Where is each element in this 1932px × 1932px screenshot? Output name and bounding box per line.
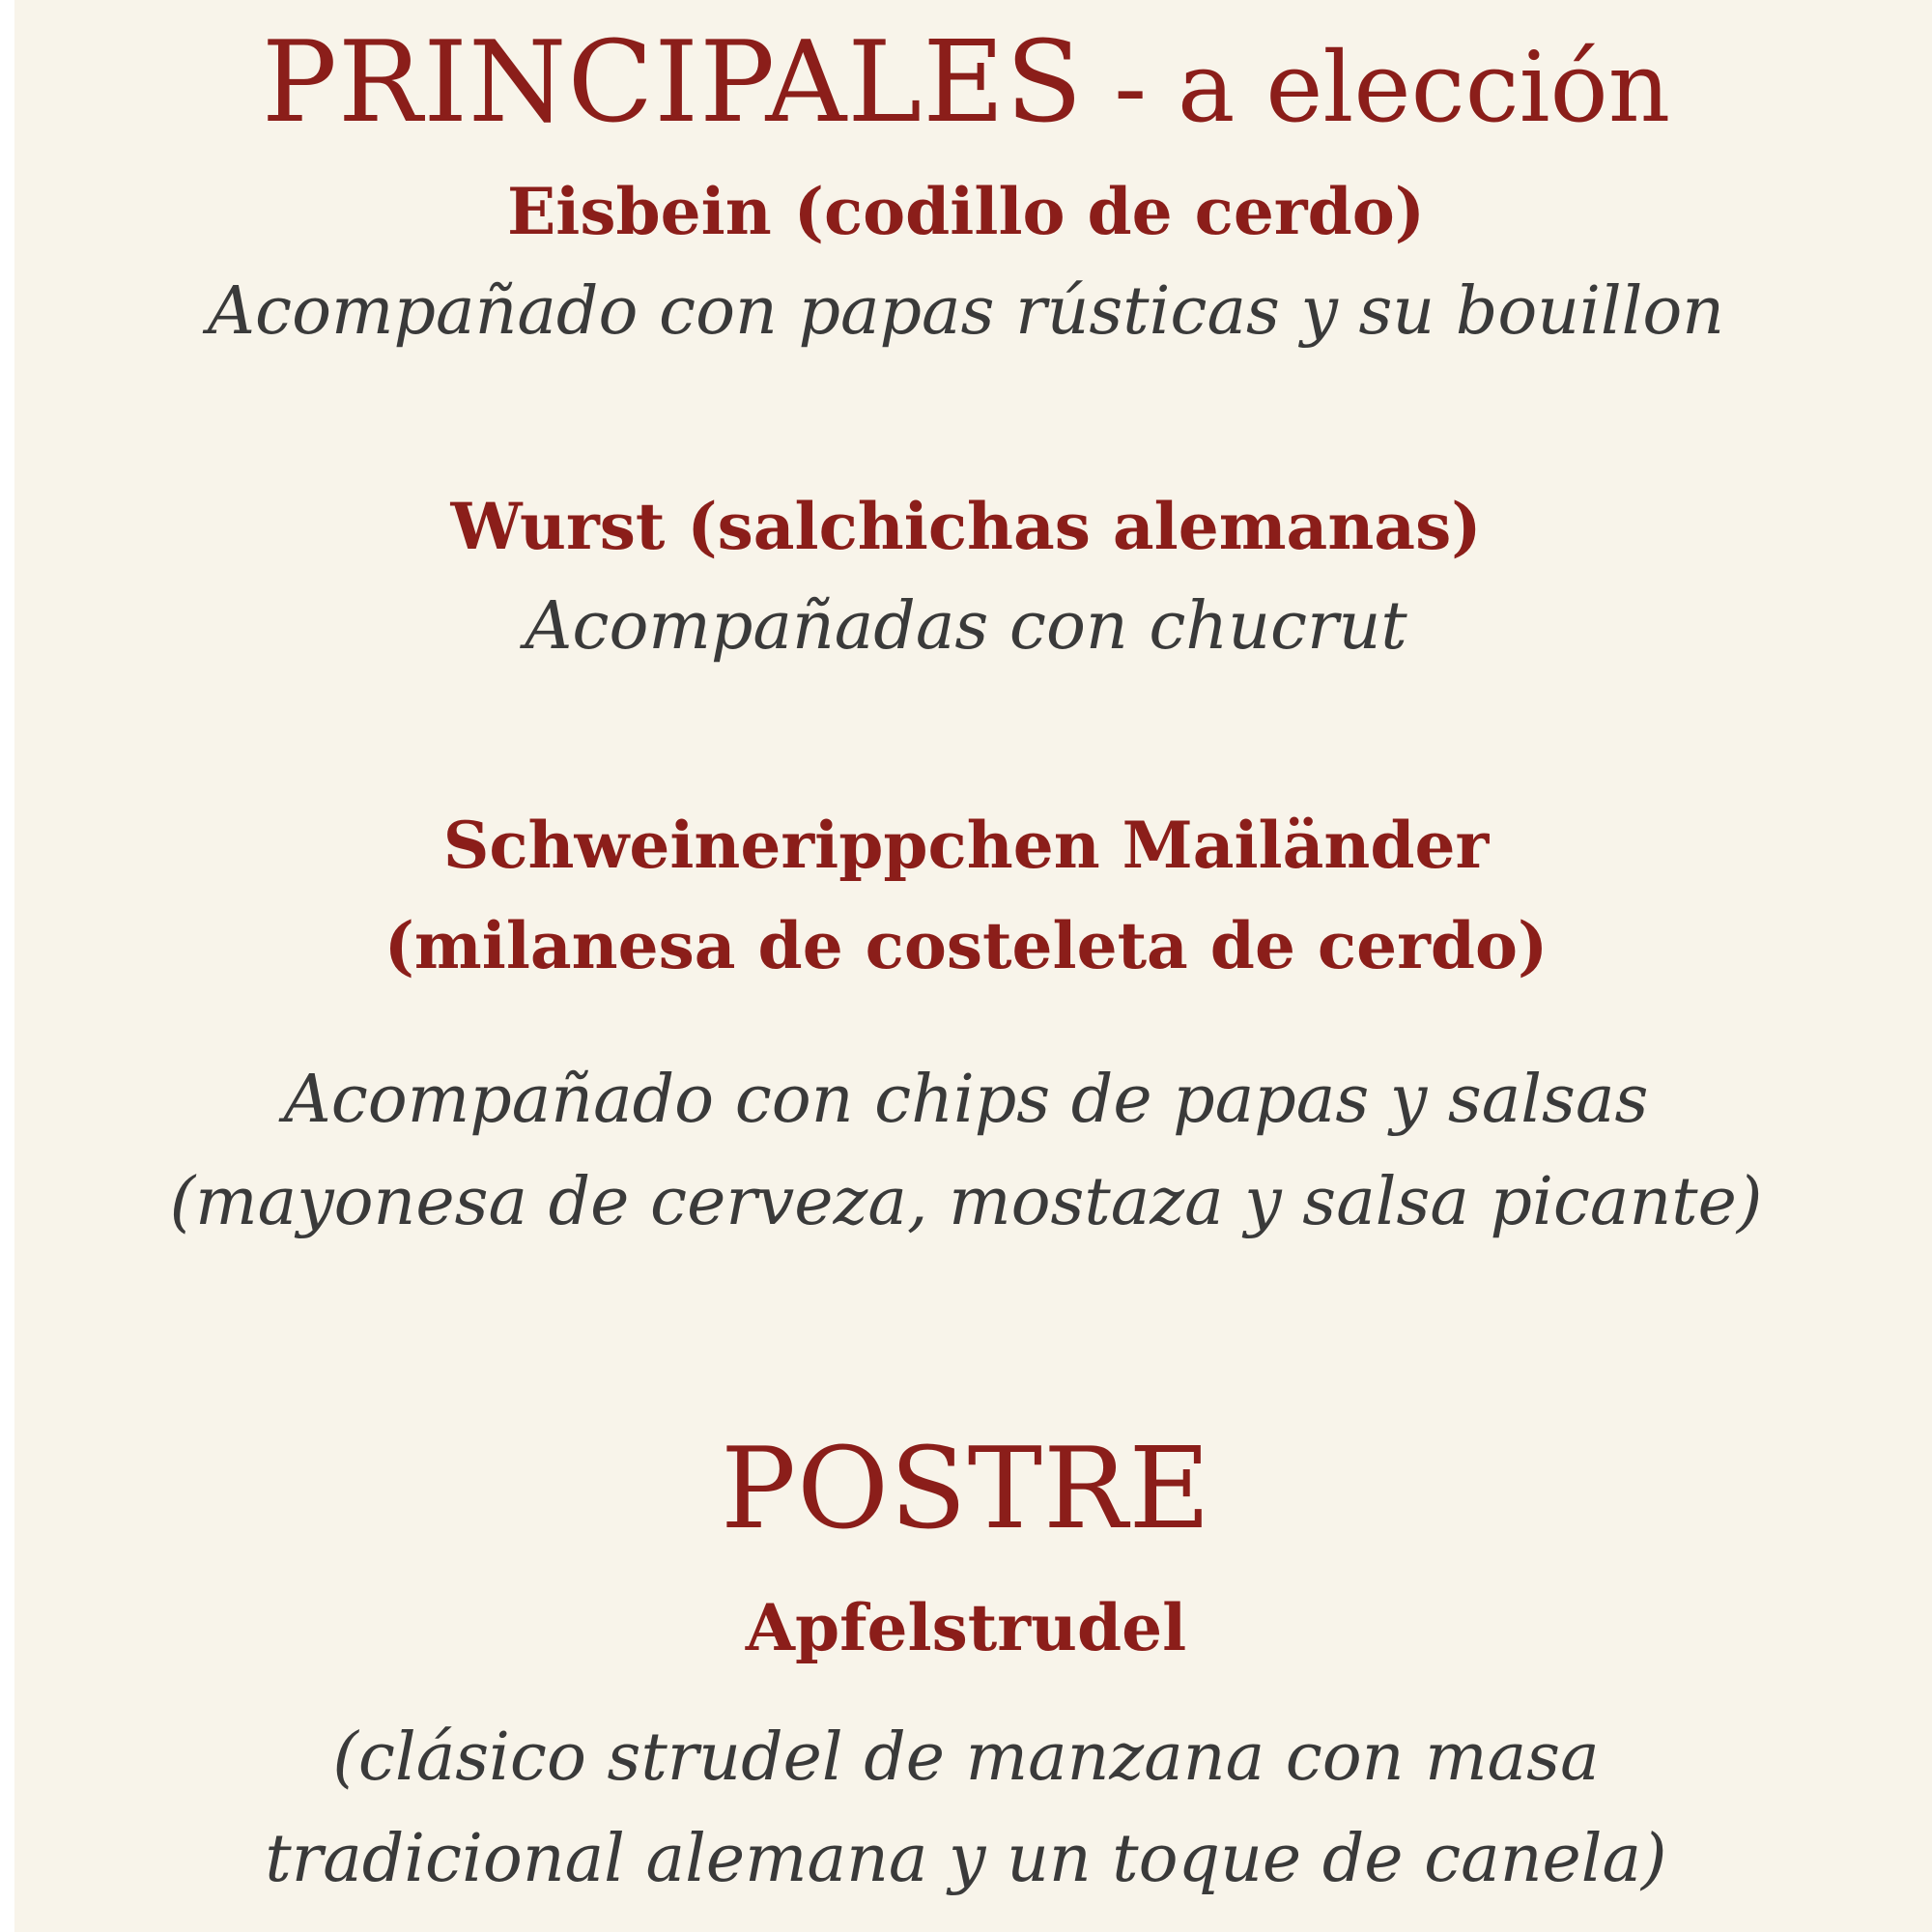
dish-wurst-description: Acompañadas con chucrut — [525, 588, 1407, 665]
dish-apfelstrudel-description: (clásico strudel de manzana con masa — [332, 1719, 1600, 1796]
principales-heading — [0, 17, 1932, 148]
postre-title: POSTRE — [720, 1424, 1211, 1554]
principales-subtitle: - a elección — [1083, 31, 1671, 144]
dish-apfelstrudel-name: Apfelstrudel — [745, 1590, 1187, 1665]
dish-eisbein-name: Eisbein (codillo de cerdo) — [507, 174, 1425, 249]
dish-apfelstrudel-description-cont: tradicional alemana y un toque de canela) — [265, 1821, 1667, 1897]
dish-schweinerippchen-subname: (milanesa de costeleta de cerdo) — [384, 908, 1548, 983]
dish-schweinerippchen-sauces: (mayonesa de cerveza, mostaza y salsa picante) — [169, 1164, 1763, 1240]
dish-eisbein-description: Acompañado con papas rústicas y su bouillon — [207, 273, 1725, 350]
dish-schweinerippchen-description: Acompañado con chips de papas y salsas — [283, 1062, 1649, 1138]
dish-schweinerippchen-name: Schweinerippchen Mailänder — [442, 808, 1490, 883]
principales-title: PRINCIPALES — [261, 17, 1084, 148]
dish-wurst-name: Wurst (salchichas alemanas) — [450, 489, 1482, 564]
